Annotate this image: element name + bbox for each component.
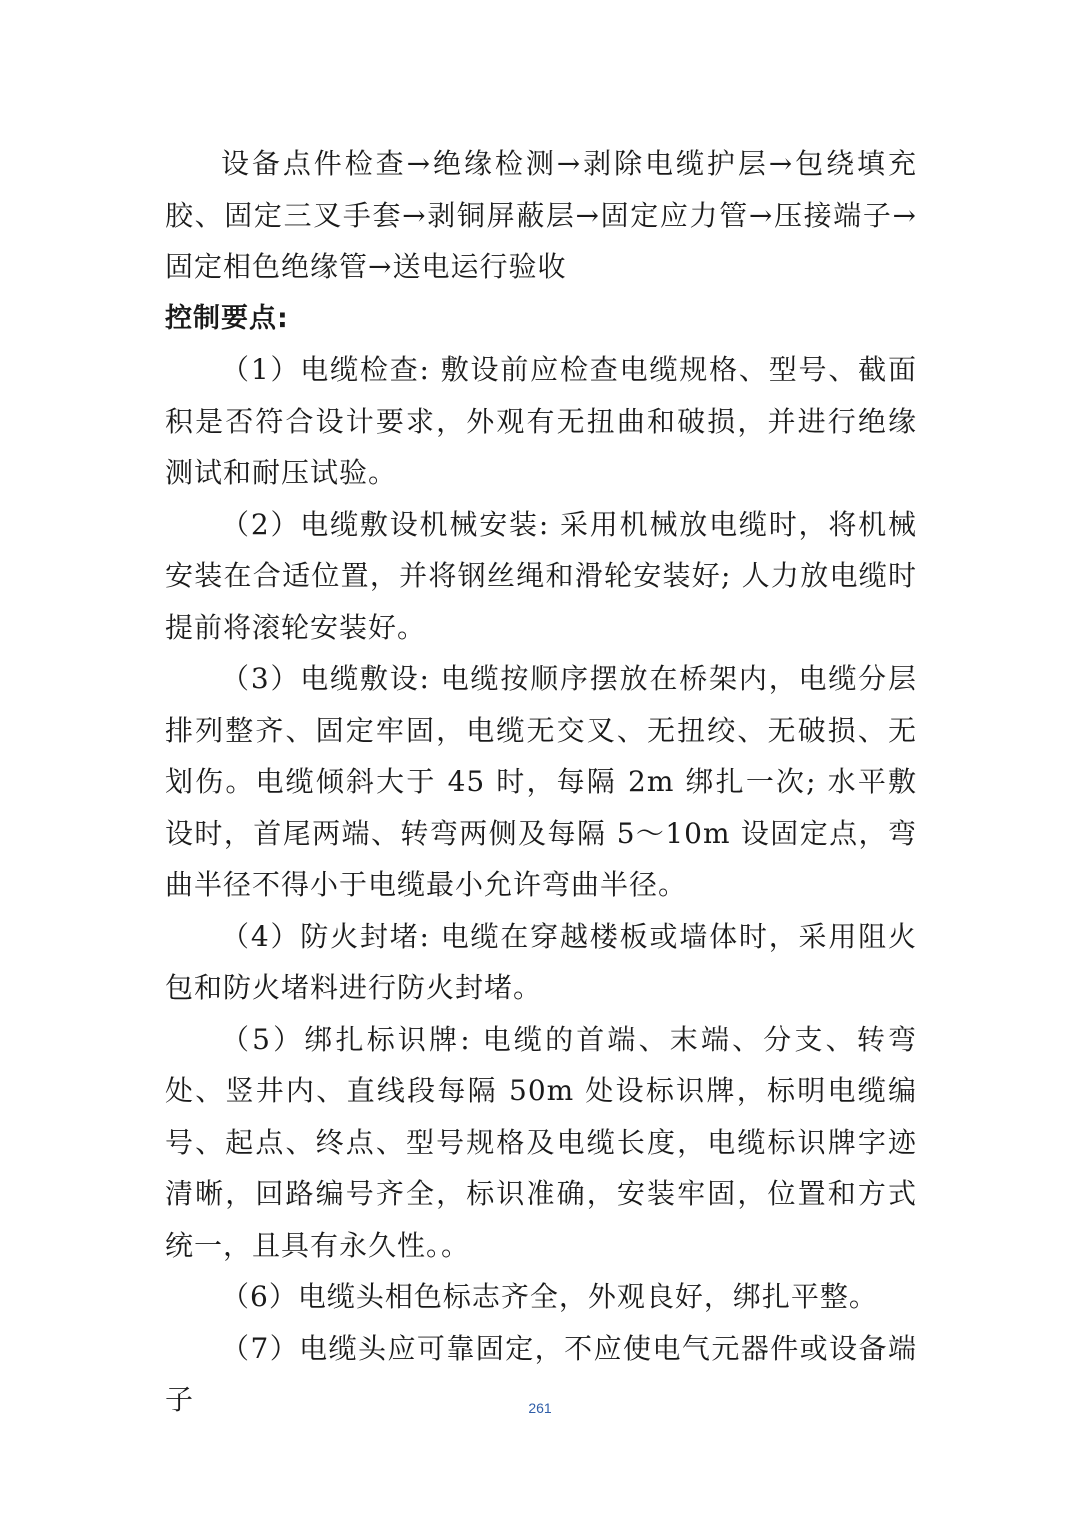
document-body bbox=[165, 138, 917, 1426]
control-point-3: （3）电缆敷设: 电缆按顺序摆放在桥架内，电缆分层排列整齐、固定牢固，电缆无交叉、无扭绞、无破损、无划伤。电缆倾斜大于 45 时，每隔 2m 绑扎一次; 水平敷设时，首尾两端、转弯两侧及每隔 5～10m 设固定点，弯曲半径不得小于电缆最小允许弯曲半径。 bbox=[165, 662, 917, 901]
control-point-5: （5）绑扎标识牌: 电缆的首端、末端、分支、转弯处、竖井内、直线段每隔 50m 处设标识牌，标明电缆编号、起点、终点、型号规格及电缆长度，电缆标识牌字迹清晰，回路编号齐全，标识准确，安装牢固，位置和方式统一，且具有永久性。。 bbox=[165, 1022, 917, 1262]
control-point-4: （4）防火封堵: 电缆在穿越楼板或墙体时，采用阻火包和防火堵料进行防火封堵。 bbox=[165, 919, 917, 1004]
control-point-7: （7）电缆头应可靠固定，不应使电气元器件或设备端子 bbox=[165, 1331, 917, 1416]
page-number: 261 bbox=[528, 1400, 552, 1416]
control-point-1: （1）电缆检查: 敷设前应检查电缆规格、型号、截面积是否符合设计要求，外观有无扭曲和破损，并进行绝缘测试和耐压试验。 bbox=[165, 353, 917, 489]
section-heading: 控制要点: bbox=[165, 302, 289, 334]
process-flow-paragraph: 设备点件检查→绝缘检测→剥除电缆护层→包绕填充胶、固定三叉手套→剥铜屏蔽层→固定应力管→压接端子→固定相色绝缘管→送电运行验收 bbox=[165, 147, 917, 283]
control-point-2: （2）电缆敷设机械安装: 采用机械放电缆时，将机械安装在合适位置，并将钢丝绳和滑轮安装好; 人力放电缆时提前将滚轮安装好。 bbox=[165, 507, 917, 644]
control-point-6: （6）电缆头相色标志齐全，外观良好，绑扎平整。 bbox=[221, 1280, 878, 1313]
